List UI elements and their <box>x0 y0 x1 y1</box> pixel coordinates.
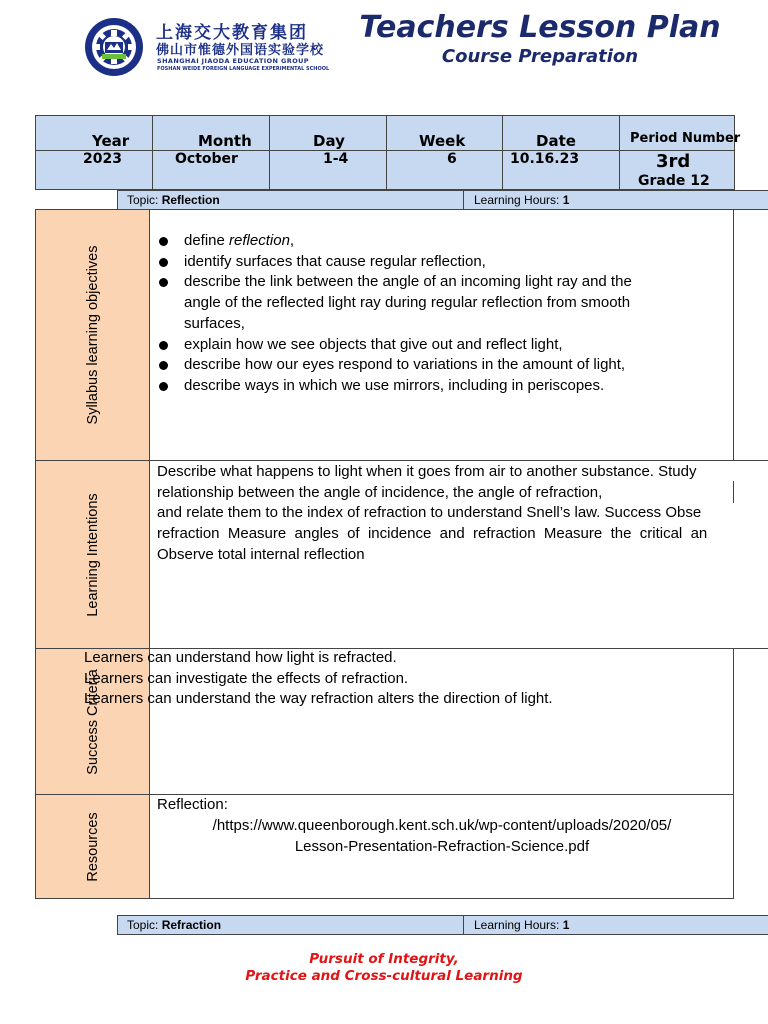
resources-label: Resources <box>84 811 101 882</box>
success-label: Success Criteria <box>84 668 101 775</box>
topic-divider <box>463 191 464 209</box>
topic-divider <box>463 916 464 934</box>
topic-bar-refraction <box>117 915 768 935</box>
learning-hours: Learning Hours: 1 <box>474 193 570 207</box>
header-month: Month <box>198 132 252 150</box>
bullet-icon <box>159 382 168 391</box>
logo-english-school: FOSHAN WEIDE FOREIGN LANGUAGE EXPERIMENTAL SCHOOL <box>157 66 330 72</box>
objective-item-continued: surfaces, <box>184 314 245 332</box>
topic-value: Refraction <box>161 918 222 932</box>
intentions-content-cell <box>149 460 768 649</box>
school-logo <box>80 16 336 78</box>
value-date: 10.16.23 <box>510 151 580 167</box>
col-divider <box>269 116 270 189</box>
success-criteria-text: Learners can understand how light is refracted. Learners can investigate the effects of refraction. Learners can understand the way refraction alters the direction of light. <box>84 649 553 708</box>
school-motto <box>150 951 618 985</box>
header-period-number: Period Number <box>630 131 741 146</box>
intentions-text: Describe what happens to light when it goes from air to another substance. Study relationship between the angle of incidence, the angle of refraction, and relate them to the index of refraction to understand Snell’s law. Success Obse refraction Measure angles of incidence and refraction Measure the critical an Observe total internal reflection <box>157 463 708 563</box>
school-emblem-icon <box>80 16 152 78</box>
objective-item: identify surfaces that cause regular reflection, <box>157 252 632 273</box>
logo-chinese-name: 上海交大教育集团 <box>156 23 308 43</box>
topic-bar-reflection <box>117 190 768 210</box>
objectives-label-cell <box>35 209 150 461</box>
motto-line-2: Practice and Cross-cultural Learning <box>245 968 523 984</box>
objective-item: describe how our eyes respond to variations in the amount of light, <box>157 355 632 376</box>
motto-line-1: Pursuit of Integrity, <box>309 951 459 967</box>
value-year: 2023 <box>83 151 122 167</box>
learning-hours-value: 1 <box>562 193 570 207</box>
objective-item: describe ways in which we use mirrors, including in periscopes. <box>157 376 632 397</box>
page-subtitle: Course Preparation <box>441 46 639 67</box>
objective-item: explain how we see objects that give out and reflect light, <box>157 335 632 356</box>
bullet-icon <box>159 361 168 370</box>
bullet-icon <box>159 237 168 246</box>
resource-link[interactable]: /https://www.queenborough.kent.sch.uk/wp-content/uploads/2020/05/ Lesson-Presentation-Refraction-Science.pdf <box>212 817 672 855</box>
col-divider <box>619 116 620 189</box>
topic-value: Reflection <box>161 193 220 207</box>
bullet-icon <box>159 258 168 267</box>
topic-label: Topic: Refraction <box>127 918 222 932</box>
cell-border <box>733 481 734 503</box>
objective-item: describe the link between the angle of an incoming light ray and the <box>157 272 632 293</box>
topic-label: Topic: Reflection <box>127 193 220 207</box>
header-day: Day <box>313 132 345 150</box>
value-grade: Grade 12 <box>638 173 710 189</box>
intentions-label-cell <box>35 460 150 649</box>
value-week: 6 <box>447 151 457 167</box>
bullet-icon <box>159 341 168 350</box>
col-divider <box>502 116 503 189</box>
objectives-label: Syllabus learning objectives <box>84 245 101 425</box>
resources-label-cell <box>35 794 150 899</box>
learning-hours: Learning Hours: 1 <box>474 918 570 932</box>
logo-school-chinese-name: 佛山市惟德外国语实验学校 <box>156 43 325 58</box>
resources-heading: Reflection: <box>157 796 228 813</box>
header-date: Date <box>536 132 576 150</box>
value-period: 3rd <box>656 151 691 172</box>
learning-hours-value: 1 <box>562 918 570 932</box>
col-divider <box>386 116 387 189</box>
info-divider <box>36 150 734 151</box>
header-year: Year <box>92 132 130 150</box>
value-month: October <box>175 151 238 167</box>
lesson-info-table <box>35 115 741 190</box>
bullet-icon <box>159 278 168 287</box>
intentions-label: Learning Intentions <box>84 492 101 617</box>
objectives-list <box>157 231 632 397</box>
value-day: 1-4 <box>323 151 349 167</box>
page-title: Teachers Lesson Plan <box>359 10 721 45</box>
logo-english-group: SHANGHAI JIAODA EDUCATION GROUP <box>157 57 309 65</box>
col-divider <box>152 116 153 189</box>
objective-item-continued: angle of the reflected light ray during regular reflection from smooth <box>184 294 631 312</box>
header-week: Week <box>419 132 466 150</box>
objective-item: define reflection, <box>157 231 632 252</box>
